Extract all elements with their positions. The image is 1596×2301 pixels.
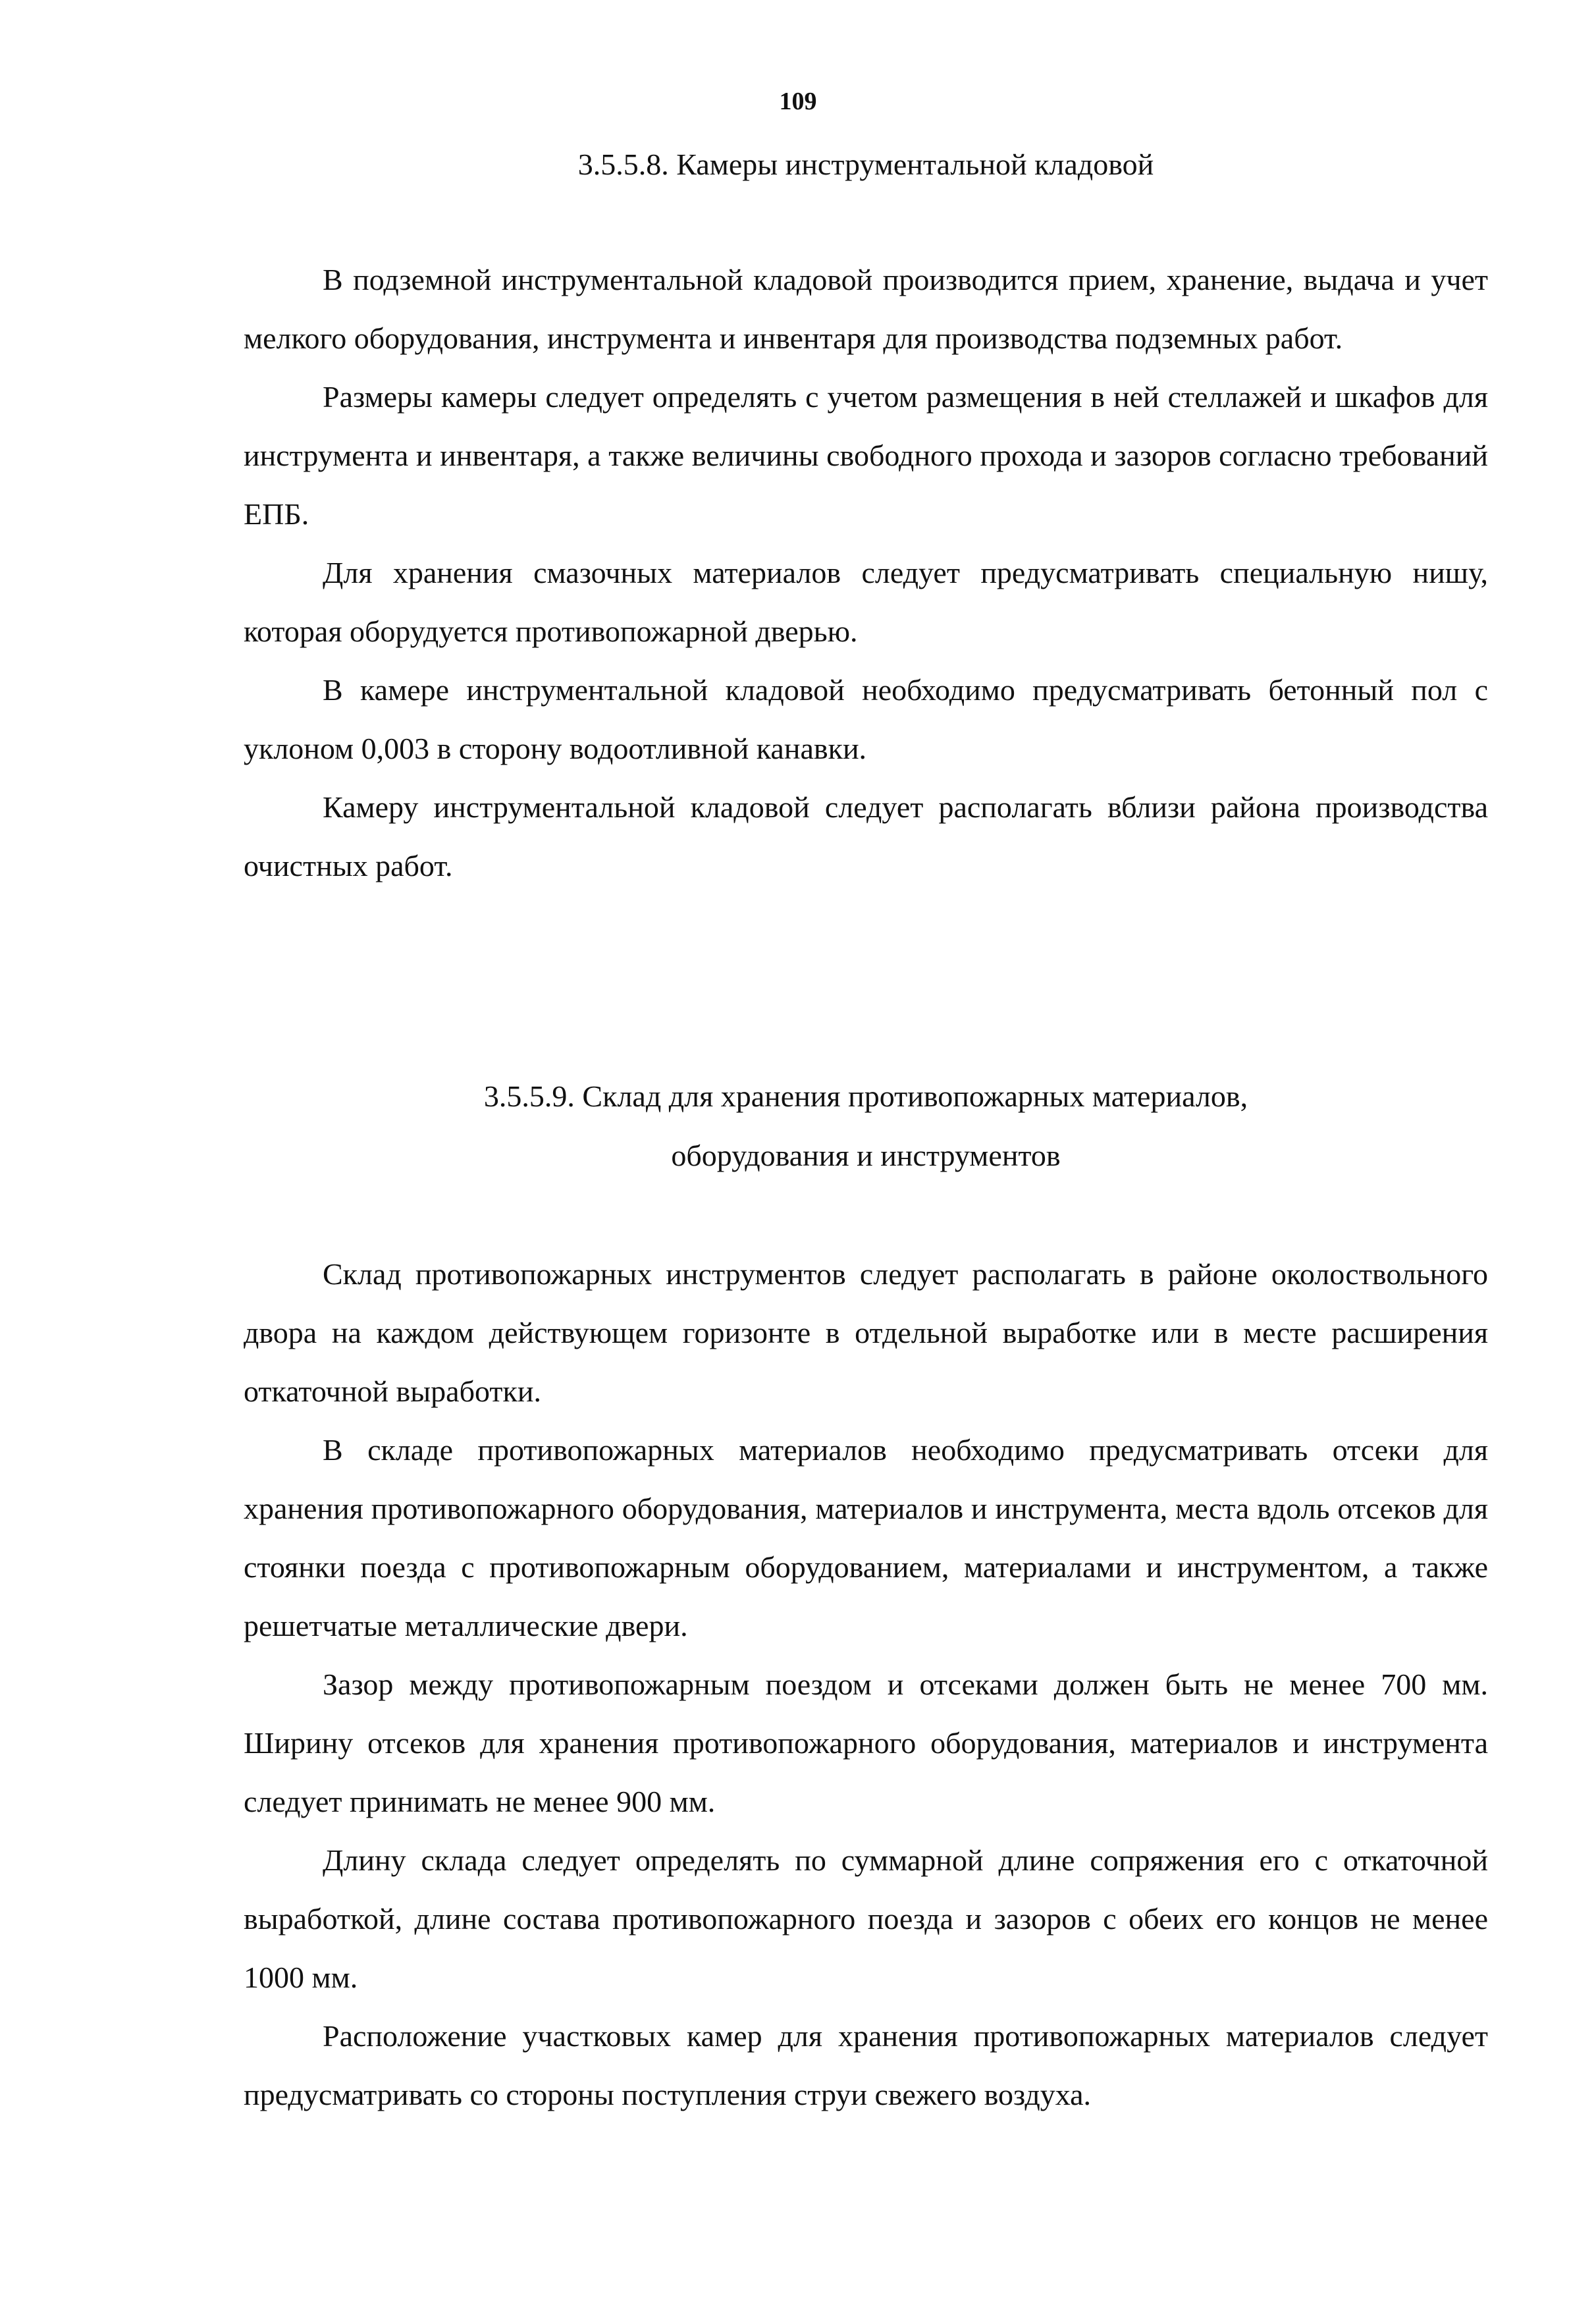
- page-number: 109: [779, 88, 817, 115]
- paragraph: Склад противопожарных инструментов следует располагать в районе околоствольного двора на каждом действующем горизонте в отдельной выработке или в месте расширения откаточной выработки.: [244, 1257, 1488, 1408]
- section-title-3-5-5-9: [244, 1067, 1488, 1185]
- paragraph: Зазор между противопожарным поездом и отсеками должен быть не менее 700 мм. Ширину отсеков для хранения противопожарного оборудования, материалов и инструмента следует принимать не менее 900 мм.: [244, 1667, 1488, 1818]
- paragraph: Размеры камеры следует определять с учетом размещения в ней стеллажей и шкафов для инструмента и инвентаря, а также величины свободного прохода и зазоров согласно требований ЕПБ.: [244, 380, 1488, 531]
- paragraph: В подземной инструментальной кладовой производится прием, хранение, выдача и учет мелкого оборудования, инструмента и инвентаря для производства подземных работ.: [244, 263, 1488, 355]
- paragraph: В складе противопожарных материалов необходимо предусматривать отсеки для хранения противопожарного оборудования, материалов и инструмента, места вдоль отсеков для стоянки поезда с противопожарным оборудованием, материалами и инструментом, а также решетчатые металлические двери.: [244, 1433, 1488, 1642]
- paragraph: Для хранения смазочных материалов следует предусматривать специальную нишу, которая оборудуется противопожарной дверью.: [244, 556, 1488, 648]
- section-body-3-5-5-8: [244, 250, 1488, 895]
- paragraph: Длину склада следует определять по суммарной длине сопряжения его с откаточной выработкой, длине состава противопожарного поезда и зазоров с обеих его концов не менее 1000 мм.: [244, 1843, 1488, 1994]
- paragraph: В камере инструментальной кладовой необходимо предусматривать бетонный пол с уклоном 0,003 в сторону водоотливной канавки.: [244, 673, 1488, 765]
- section-title-3-5-5-8: 3.5.5.8. Камеры инструментальной кладовой: [577, 148, 1154, 181]
- section-body-3-5-5-9: [244, 1245, 1488, 2124]
- section-title-line-2: оборудования и инструментов: [671, 1139, 1061, 1172]
- paragraph: Расположение участковых камер для хранения противопожарных материалов следует предусматривать со стороны поступления струи свежего воздуха.: [244, 2019, 1488, 2111]
- paragraph: Камеру инструментальной кладовой следует располагать вблизи района производства очистных работ.: [244, 790, 1488, 882]
- section-title-line-1: 3.5.5.9. Склад для хранения противопожарных материалов,: [483, 1079, 1248, 1113]
